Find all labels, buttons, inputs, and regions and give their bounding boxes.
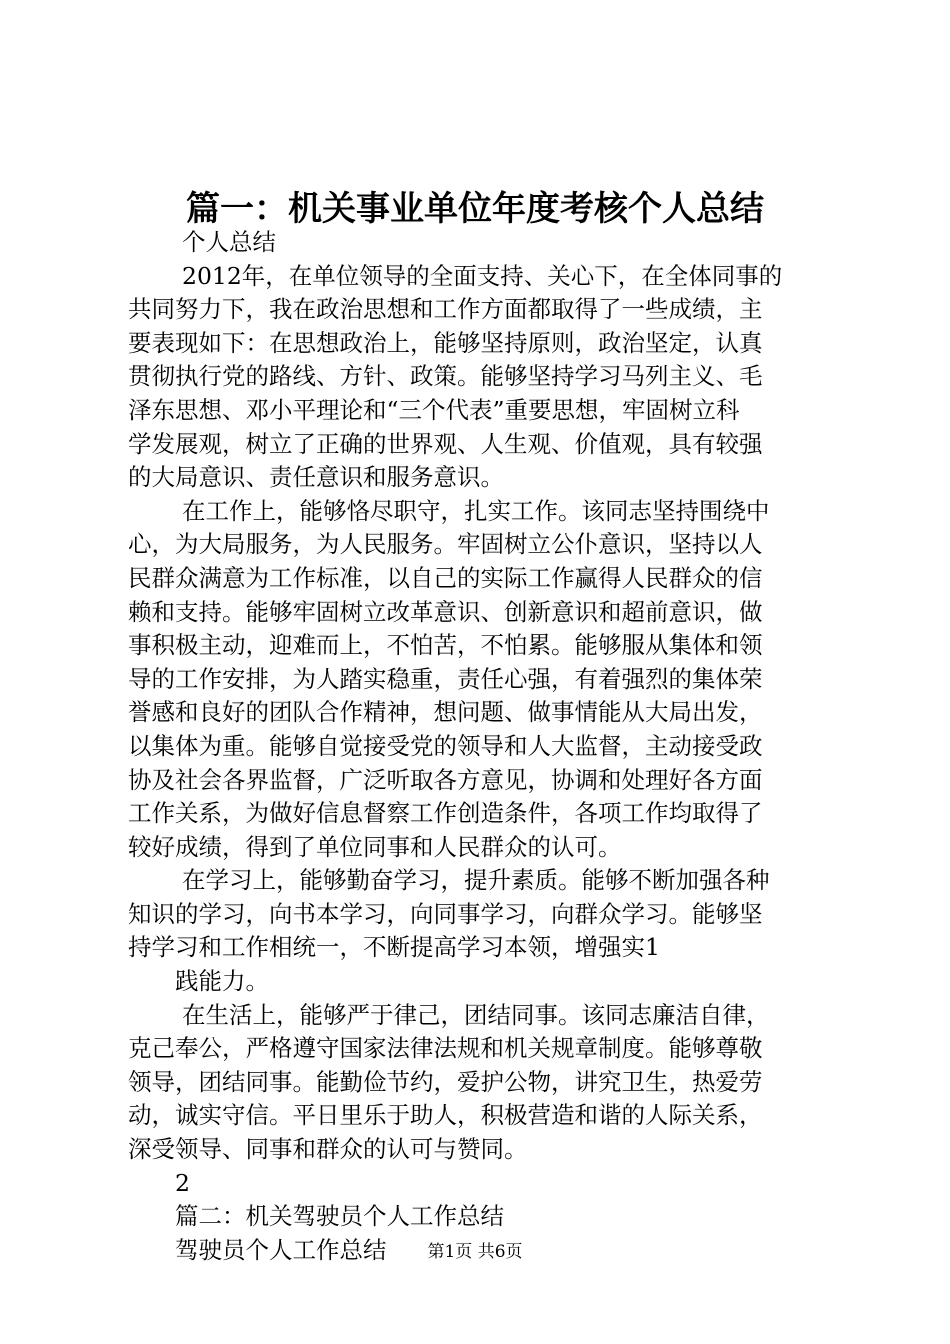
text-line: 践能力。 (175, 967, 269, 996)
text-line: 贯彻执行党的路线、方针、政策。能够坚持学习马列主义、毛 (128, 362, 763, 391)
text-line: 篇二：机关驾驶员个人工作总结 (175, 1202, 504, 1231)
text-line: 导的工作安排，为人踏实稳重，责任心强，有着强烈的集体荣 (128, 664, 763, 693)
text-line: 誉感和良好的团队合作精神，想问题、做事情能从大局出发， (128, 698, 763, 727)
text-line: 在工作上，能够恪尽职守，扎实工作。该同志坚持围绕中 (182, 496, 770, 525)
text-line: 赖和支持。能够牢固树立改革意识、创新意识和超前意识，做 (128, 597, 763, 626)
text-line: 协及社会各界监督，广泛听取各方意见，协调和处理好各方面 (128, 765, 763, 794)
text-line: 深受领导、同事和群众的认可与赞同。 (128, 1135, 528, 1164)
text-line: 共同努力下，我在政治思想和工作方面都取得了一些成绩，主 (128, 295, 763, 324)
text-line: 的大局意识、责任意识和服务意识。 (128, 463, 504, 492)
text-line: 知识的学习，向书本学习，向同事学习，向群众学习。能够坚 (128, 899, 763, 928)
text-line: 2 (175, 1168, 190, 1197)
document-body (128, 226, 828, 1267)
text-line: 2012年，在单位领导的全面支持、关心下，在全体同事的 (182, 261, 783, 290)
text-line: 以集体为重。能够自觉接受党的领导和人大监督，主动接受政 (128, 731, 763, 760)
text-line: 民群众满意为工作标准，以自己的实际工作赢得人民群众的信 (128, 563, 763, 592)
text-line: 领导，团结同事。能勤俭节约，爱护公物，讲究卫生，热爱劳 (128, 1067, 763, 1096)
text-line: 工作关系，为做好信息督察工作创造条件，各项工作均取得了 (128, 799, 763, 828)
text-line: 事积极主动，迎难而上，不怕苦，不怕累。能够服从集体和领 (128, 631, 763, 660)
text-line: 较好成绩，得到了单位同事和人民群众的认可。 (128, 832, 622, 861)
text-line: 要表现如下：在思想政治上，能够坚持原则，政治坚定，认真 (128, 328, 763, 357)
text-line: 克己奉公，严格遵守国家法律法规和机关规章制度。能够尊敬 (128, 1034, 763, 1063)
text-line: 学发展观，树立了正确的世界观、人生观、价值观，具有较强 (128, 429, 763, 458)
text-line: 动，诚实守信。平日里乐于助人，积极营造和谐的人际关系， (128, 1101, 763, 1130)
text-line: 在生活上，能够严于律己，团结同事。该同志廉洁自律， (182, 1000, 770, 1029)
text-line: 泽东思想、邓小平理论和“三个代表”重要思想，牢固树立科 (128, 395, 740, 424)
document-title: 篇一：机关事业单位年度考核个人总结 (186, 189, 764, 229)
text-line: 在学习上，能够勤奋学习，提升素质。能够不断加强各种 (182, 866, 770, 895)
text-line: 持学习和工作相统一，不断提高学习本领，增强实1 (128, 933, 660, 962)
text-line: 驾驶员个人工作总结 (175, 1235, 387, 1264)
text-line: 心，为大局服务，为人民服务。牢固树立公仆意识，坚持以人 (128, 530, 763, 559)
text-line: 个人总结 (182, 228, 276, 256)
page-footer: 第1页 共6页 (427, 1242, 523, 1262)
